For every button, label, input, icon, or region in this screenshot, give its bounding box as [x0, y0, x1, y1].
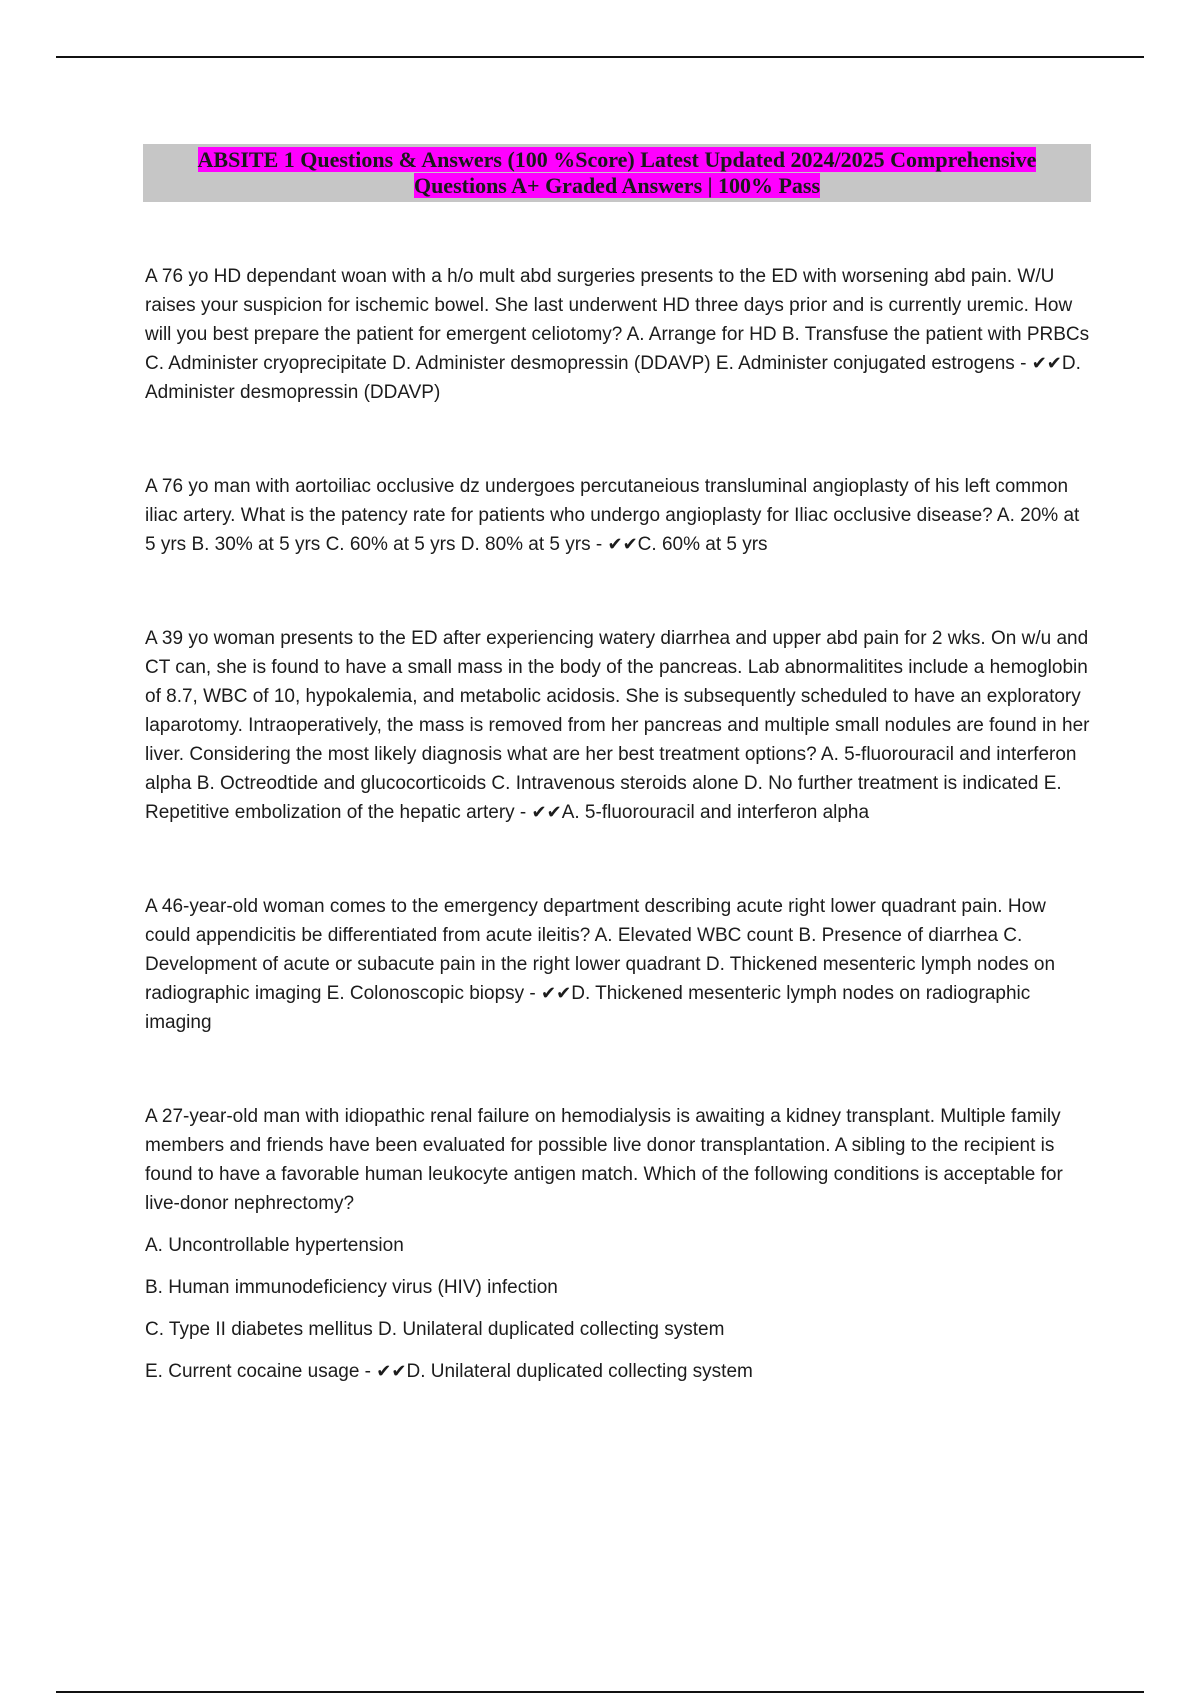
question-2	[145, 472, 1093, 559]
question-text: A 76 yo HD dependant woan with a h/o mult abd surgeries presents to the ED with worsening abd pain. W/U raises your suspicion for ischemic bowel. She last underwent HD three days prior and is currently uremic. How will you best prepare the patient for emergent celiotomy? A. Arrange for HD B. Transfuse the patient with PRBCs C. Administer cryoprecipitate D. Administer desmopressin (DDAVP) E. Administer conjugated estrogens -	[145, 266, 1090, 374]
option-a: A. Uncontrollable hypertension	[145, 1235, 404, 1256]
question-3	[145, 624, 1093, 827]
question-4	[145, 892, 1093, 1037]
bottom-rule	[56, 1691, 1144, 1693]
answer-text: C. 60% at 5 yrs	[637, 534, 768, 555]
option-c-d: C. Type II diabetes mellitus D. Unilateral duplicated collecting system	[145, 1319, 725, 1340]
title-line-1: ABSITE 1 Questions & Answers (100 %Score) Latest Updated 2024/2025 Comprehensive	[197, 147, 1037, 172]
option-e-text: E. Current cocaine usage -	[145, 1361, 377, 1382]
answer-text: A. 5-fluorouracil and interferon alpha	[561, 802, 870, 823]
answer-text: D. Administer desmopressin (DDAVP)	[145, 353, 1081, 403]
question-list	[145, 262, 1093, 1386]
question-5	[145, 1102, 1093, 1386]
double-check-icon: ✔✔	[1031, 353, 1062, 374]
question-text: A 39 yo woman presents to the ED after experiencing watery diarrhea and upper abd pain for 2 wks. On w/u and CT can, she is found to have a small mass in the body of the pancreas. Lab abnormalitites include a hemoglobin of 8.7, WBC of 10, hypokalemia, and metabolic acidosis. She is subsequently scheduled to have an exploratory laparotomy. Intraoperatively, the mass is removed from her pancreas and multiple small nodules are found in her liver. Considering the most likely diagnosis what are her best treatment options? A. 5-fluorouracil and interferon alpha B. Octreodtide and glucocorticoids C. Intravenous steroids alone D. No further treatment is indicated E. Repetitive embolization of the hepatic artery -	[145, 628, 1090, 823]
title-line-2: Questions A+ Graded Answers | 100% Pass	[413, 173, 821, 198]
question-1	[145, 262, 1093, 407]
double-check-icon: ✔✔	[376, 1361, 407, 1382]
double-check-icon: ✔✔	[607, 534, 638, 555]
double-check-icon: ✔✔	[531, 802, 562, 823]
document-title	[143, 144, 1091, 202]
question-stem: A 27-year-old man with idiopathic renal failure on hemodialysis is awaiting a kidney transplant. Multiple family members and friends have been evaluated for possible live donor transplantation. A sibling to the recipient is found to have a favorable human leukocyte antigen match. Which of the following conditions is acceptable for live-donor nephrectomy?	[145, 1106, 1063, 1214]
answer-text: D. Unilateral duplicated collecting system	[406, 1361, 753, 1382]
option-e	[145, 1357, 1093, 1386]
top-rule	[56, 56, 1144, 58]
question-text: A 46-year-old woman comes to the emergency department describing acute right lower quadrant pain. How could appendicitis be differentiated from acute ileitis? A. Elevated WBC count B. Presence of diarrhea C. Development of acute or subacute pain in the right lower quadrant D. Thickened mesenteric lymph nodes on radiographic imaging E. Colonoscopic biopsy -	[145, 896, 1056, 1004]
question-text: A 76 yo man with aortoiliac occlusive dz undergoes percutaneious transluminal angioplasty of his left common iliac artery. What is the patency rate for patients who undergo angioplasty for Iliac occlusive disease? A. 20% at 5 yrs B. 30% at 5 yrs C. 60% at 5 yrs D. 80% at 5 yrs -	[145, 476, 1080, 555]
option-b: B. Human immunodeficiency virus (HIV) infection	[145, 1277, 558, 1298]
answer-text: D. Thickened mesenteric lymph nodes on radiographic imaging	[145, 983, 1031, 1033]
double-check-icon: ✔✔	[541, 983, 572, 1004]
